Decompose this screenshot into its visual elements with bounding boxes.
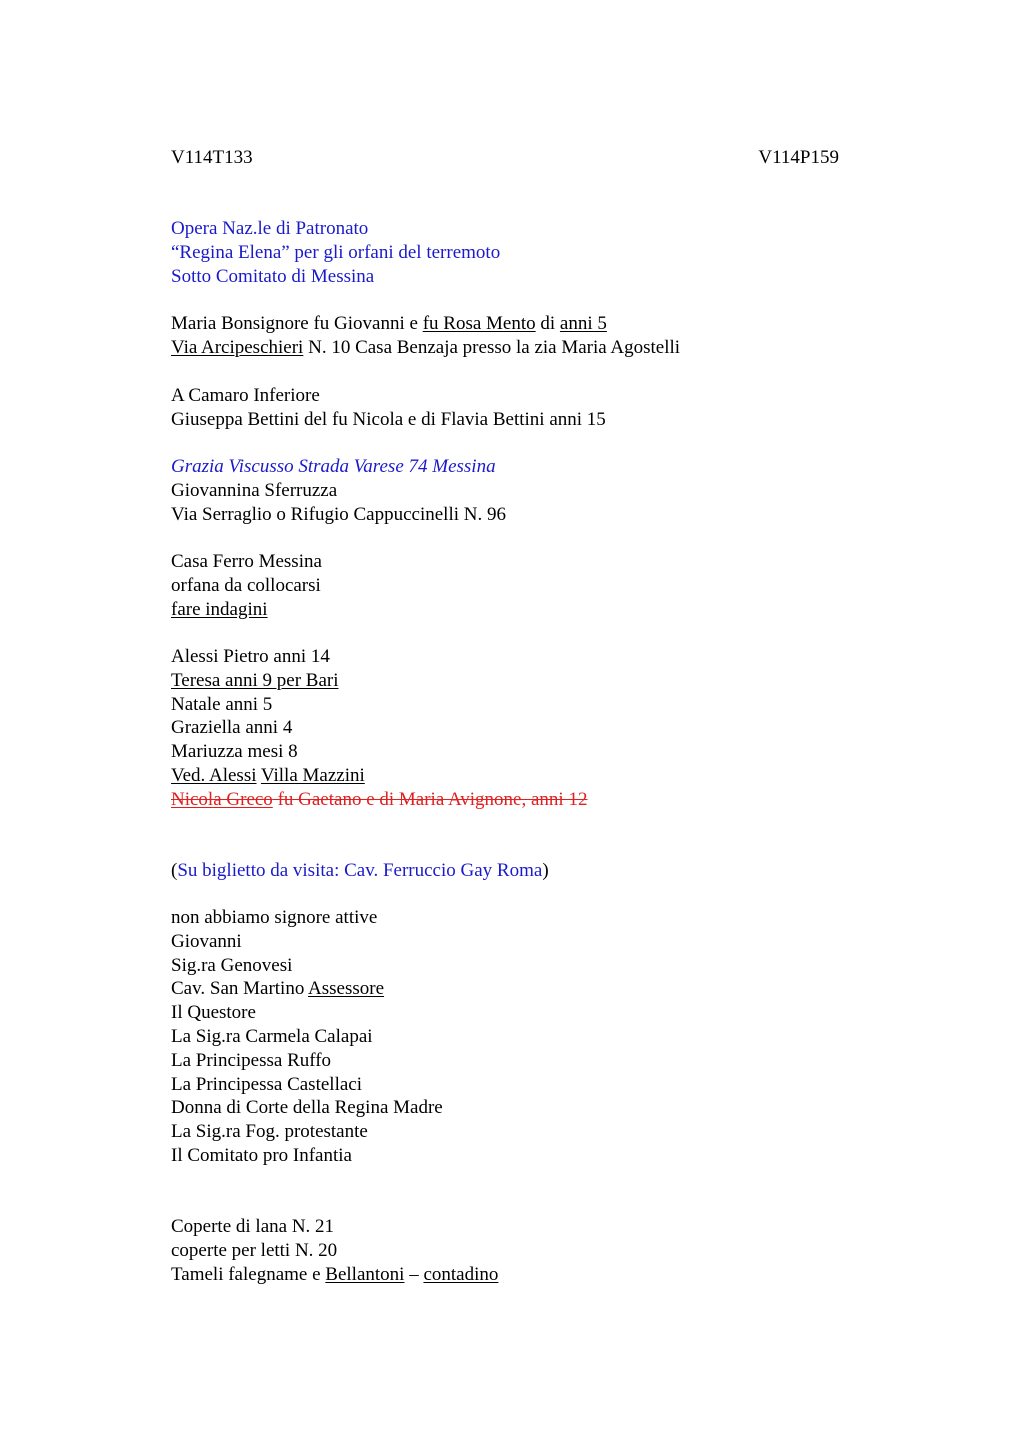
list-line-8: La Principessa Castellaci — [171, 1073, 362, 1095]
entry-casa-ferro-line-2: orfana da collocarsi — [171, 574, 321, 596]
ladies-list — [171, 906, 839, 1168]
letterhead-line-1: Opera Naz.le di Patronato — [171, 218, 369, 239]
entry-casa-ferro-line-1: Casa Ferro Messina — [171, 551, 322, 572]
widow-alessi: Ved. Alessi — [171, 764, 257, 786]
struck-name: Nicola Greco — [171, 788, 273, 810]
entry-age: anni 5 — [559, 313, 607, 334]
entry-viscusso-line-2: Giovannina Sferruzza — [171, 479, 338, 501]
letterhead-line-3: Sotto Comitato di Messina — [171, 265, 375, 287]
entry-alessi-line-1: Alessi Pietro anni 14 — [171, 646, 330, 667]
card-close-paren: ) — [542, 860, 549, 881]
entry-viscusso — [171, 455, 839, 526]
entry-alessi-line-4: Graziella anni 4 — [171, 717, 293, 739]
entry-di: di — [535, 313, 560, 334]
entry-alessi-line-5: Mariuzza mesi 8 — [171, 741, 298, 763]
entry-alessi-line-6 — [171, 764, 839, 788]
list-line-10: La Sig.ra Fog. protestante — [171, 1121, 368, 1143]
list-line-9: Donna di Corte della Regina Madre — [171, 1097, 443, 1119]
entry-bonsignore-line-2 — [171, 336, 839, 360]
supplies — [171, 1215, 839, 1286]
struck-entry-greco — [171, 788, 839, 812]
list-line-4-role: Assessore — [308, 978, 385, 1000]
visiting-card-note — [171, 859, 839, 883]
header-right-code: V114P159 — [758, 147, 839, 168]
letterhead-line-2: “Regina Elena” per gli orfani del terremoto — [171, 241, 501, 263]
card-text: Su biglietto da visita: Cav. Ferruccio Gay Roma — [177, 860, 543, 881]
villa-mazzini: Villa Mazzini — [260, 764, 365, 786]
entry-street: Via Arcipeschieri — [171, 336, 304, 358]
list-line-11: Il Comitato pro Infantia — [171, 1144, 352, 1166]
entry-alessi — [171, 645, 839, 812]
entry-casa-ferro-line-3: fare indagini — [171, 598, 268, 620]
list-line-2: Giovanni — [171, 930, 242, 952]
list-line-4 — [171, 977, 839, 1001]
letterhead — [171, 217, 839, 288]
entry-alessi-line-3: Natale anni 5 — [171, 693, 273, 715]
supplies-line-3 — [171, 1263, 839, 1287]
supplies-bellantoni: Bellantoni — [325, 1263, 405, 1285]
list-line-1: non abbiamo signore attive — [171, 907, 378, 928]
header-left-code: V114T133 — [171, 147, 253, 168]
entry-viscusso-line-1: Grazia Viscusso Strada Varese 74 Messina — [171, 456, 496, 477]
entry-casa-ferro — [171, 550, 839, 621]
supplies-dash: – — [404, 1263, 424, 1285]
list-line-7: La Principessa Ruffo — [171, 1049, 332, 1071]
entry-name: Maria Bonsignore fu Giovanni e — [171, 313, 423, 334]
list-line-5: Il Questore — [171, 1002, 256, 1024]
entry-mother: fu Rosa Mento — [422, 313, 536, 334]
document-page — [171, 0, 839, 1450]
entry-viscusso-line-3: Via Serraglio o Rifugio Cappuccinelli N. 96 — [171, 503, 506, 525]
entry-bettini-line-2: Giuseppa Bettini del fu Nicola e di Flavia Bettini anni 15 — [171, 408, 606, 430]
list-line-3: Sig.ra Genovesi — [171, 954, 293, 976]
entry-bettini — [171, 384, 839, 432]
supplies-line-2: coperte per letti N. 20 — [171, 1239, 338, 1261]
list-line-4-name: Cav. San Martino — [171, 978, 309, 1000]
list-line-6: La Sig.ra Carmela Calapai — [171, 1025, 373, 1047]
card-open-paren: ( — [171, 860, 178, 881]
entry-bonsignore-line-1 — [171, 312, 839, 336]
supplies-line-1: Coperte di lana N. 21 — [171, 1216, 335, 1237]
supplies-farmer: contadino — [423, 1263, 499, 1285]
supplies-carpenter: Tameli falegname e — [171, 1263, 326, 1285]
struck-rest: fu Gaetano e di Maria Avignone, anni 12 — [272, 788, 588, 810]
entry-address-rest: N. 10 Casa Benzaja presso la zia Maria Agostelli — [303, 336, 681, 358]
entry-bettini-line-1: A Camaro Inferiore — [171, 385, 320, 406]
entry-alessi-line-2: Teresa anni 9 per Bari — [171, 669, 339, 691]
entry-bonsignore — [171, 312, 839, 360]
